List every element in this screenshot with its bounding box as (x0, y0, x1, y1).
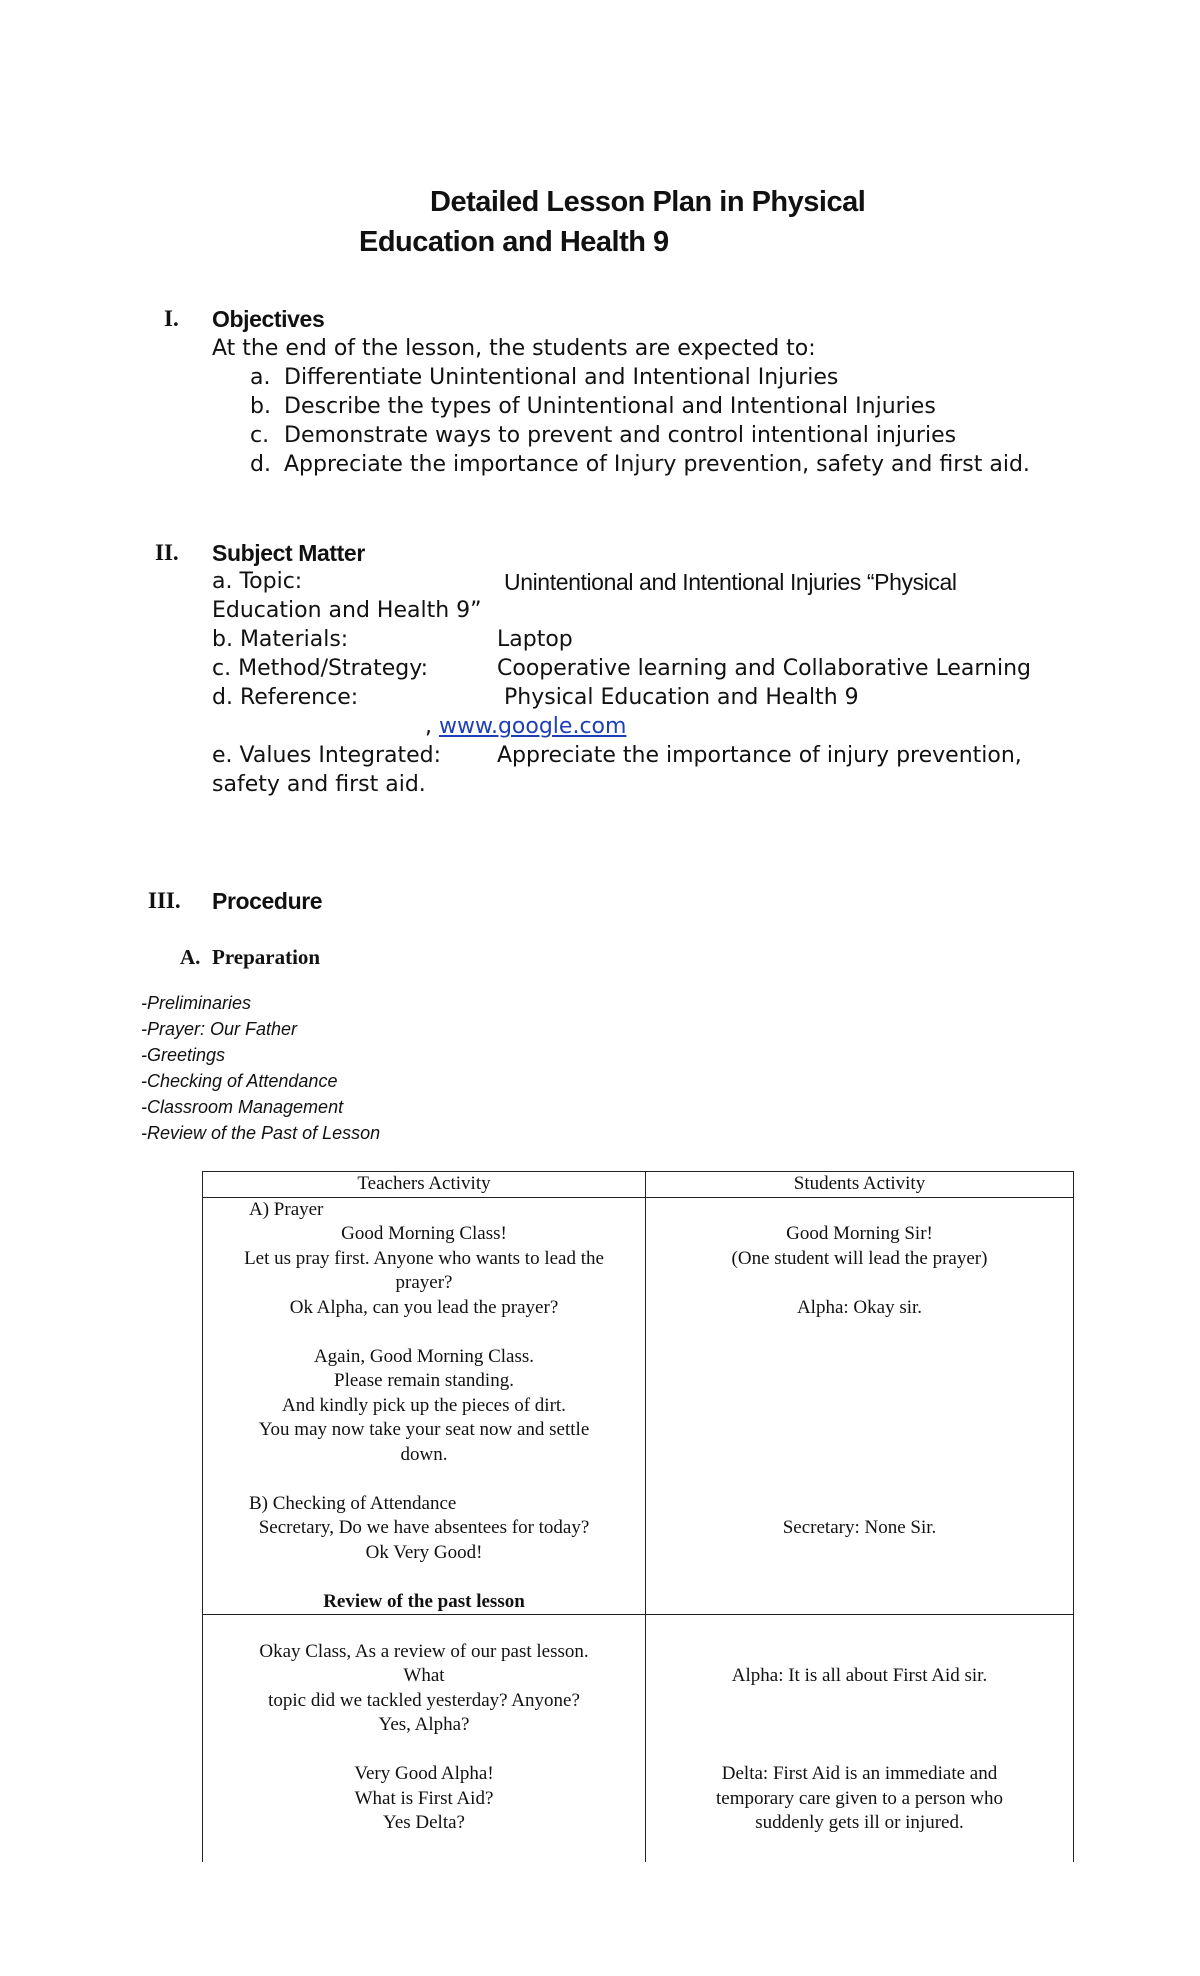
teacher-line: And kindly pick up the pieces of dirt. (282, 1394, 566, 1416)
header-teachers-activity: Teachers Activity (203, 1172, 646, 1198)
preliminaries-item: -Classroom Management (141, 1097, 344, 1117)
values-label: e. Values Integrated: (212, 743, 442, 768)
reference-value: Physical Education and Health 9 (504, 685, 859, 710)
teacher-line: Secretary, Do we have absentees for today? (258, 1517, 590, 1538)
topic-continuation: Education and Health 9” (212, 598, 482, 623)
teacher-line: Okay Class, As a review of our past lesson. (259, 1640, 589, 1662)
teacher-line: Good Morning Class! (341, 1223, 507, 1244)
title-line-2: Education and Health 9 (359, 226, 669, 258)
student-line: suddenly gets ill or injured. (755, 1812, 964, 1833)
procedure-numeral: III. (148, 888, 181, 913)
objective-letter: c. (250, 423, 270, 448)
preliminaries-item: -Checking of Attendance (141, 1071, 338, 1091)
teacher-line: Ok Very Good! (365, 1541, 483, 1563)
student-cell (646, 1197, 1074, 1615)
prayer-label: A) Prayer (249, 1198, 324, 1220)
teacher-line: Let us pray first. Anyone who wants to lead the (244, 1247, 604, 1269)
reference-comma: , (425, 714, 432, 739)
student-line: (One student will lead the prayer) (731, 1247, 988, 1269)
subject-matter-numeral: II. (155, 540, 179, 565)
student-line: Secretary: None Sir. (782, 1517, 937, 1538)
teacher-line: Ok Alpha, can you lead the prayer? (289, 1296, 559, 1318)
student-cell (646, 1615, 1074, 1862)
objective-item: Demonstrate ways to prevent and control intentional injuries (284, 423, 957, 448)
preparation-letter: A. (180, 945, 201, 969)
teacher-line: Yes Delta? (383, 1812, 465, 1833)
objective-item: Appreciate the importance of Injury prevention, safety and first aid. (284, 452, 1030, 477)
materials-value: Laptop (497, 627, 573, 652)
teacher-line: What (403, 1665, 445, 1686)
objectives-heading: Objectives (212, 306, 325, 332)
teacher-cell (203, 1197, 646, 1615)
values-continuation: safety and first aid. (212, 772, 426, 797)
materials-label: b. Materials: (212, 627, 349, 652)
subject-matter-heading: Subject Matter (212, 540, 365, 566)
teacher-line: down. (400, 1443, 448, 1465)
student-line: Alpha: It is all about First Aid sir. (731, 1665, 988, 1686)
teacher-line: Yes, Alpha? (378, 1714, 470, 1735)
attendance-label: B) Checking of Attendance (249, 1492, 457, 1514)
preliminaries-item: -Greetings (141, 1045, 226, 1065)
values-value: Appreciate the importance of injury prevention, (497, 743, 1022, 768)
student-line: Delta: First Aid is an immediate and (721, 1763, 998, 1784)
preliminaries-item: -Prayer: Our Father (141, 1019, 298, 1039)
activity-table (202, 1171, 1074, 1862)
reference-link[interactable]: www.google.com (439, 714, 627, 739)
procedure-heading: Procedure (212, 888, 323, 914)
preliminaries-item: -Review of the Past of Lesson (141, 1123, 381, 1143)
objective-item: Describe the types of Unintentional and Intentional Injuries (284, 394, 936, 419)
student-line: Good Morning Sir! (786, 1223, 933, 1244)
objective-item: Differentiate Unintentional and Intentional Injuries (284, 365, 839, 390)
method-label: c. Method/Strategy: (212, 656, 429, 681)
teacher-line: What is First Aid? (354, 1787, 494, 1809)
objective-letter: a. (250, 365, 271, 390)
student-line: Alpha: Okay sir. (796, 1296, 923, 1318)
teacher-cell (203, 1615, 646, 1862)
table-header-row (203, 1172, 1074, 1198)
table-row (203, 1615, 1074, 1862)
review-heading: Review of the past lesson (323, 1590, 525, 1612)
objectives-numeral: I. (164, 306, 179, 331)
header-students-activity: Students Activity (646, 1172, 1074, 1198)
topic-label: a. Topic: (212, 569, 303, 594)
student-line: temporary care given to a person who (715, 1787, 1003, 1809)
teacher-line: prayer? (395, 1272, 453, 1293)
objective-letter: d. (250, 452, 271, 477)
title-line-1: Detailed Lesson Plan in Physical (430, 186, 866, 218)
method-value: Cooperative learning and Collaborative Learning (497, 656, 1031, 681)
teacher-line: Please remain standing. (334, 1370, 514, 1391)
preliminaries-item: -Preliminaries (141, 993, 252, 1013)
table-row (203, 1197, 1074, 1615)
teacher-line: topic did we tackled yesterday? Anyone? (268, 1689, 580, 1711)
teacher-line: Very Good Alpha! (354, 1763, 494, 1784)
teacher-line: You may now take your seat now and settle (258, 1419, 590, 1440)
teacher-line: Again, Good Morning Class. (313, 1345, 535, 1367)
topic-value: Unintentional and Intentional Injuries “Physical (504, 569, 957, 595)
preparation-heading: Preparation (212, 945, 321, 969)
objectives-intro: At the end of the lesson, the students are expected to: (212, 336, 816, 361)
objective-letter: b. (250, 394, 271, 419)
reference-label: d. Reference: (212, 685, 359, 710)
